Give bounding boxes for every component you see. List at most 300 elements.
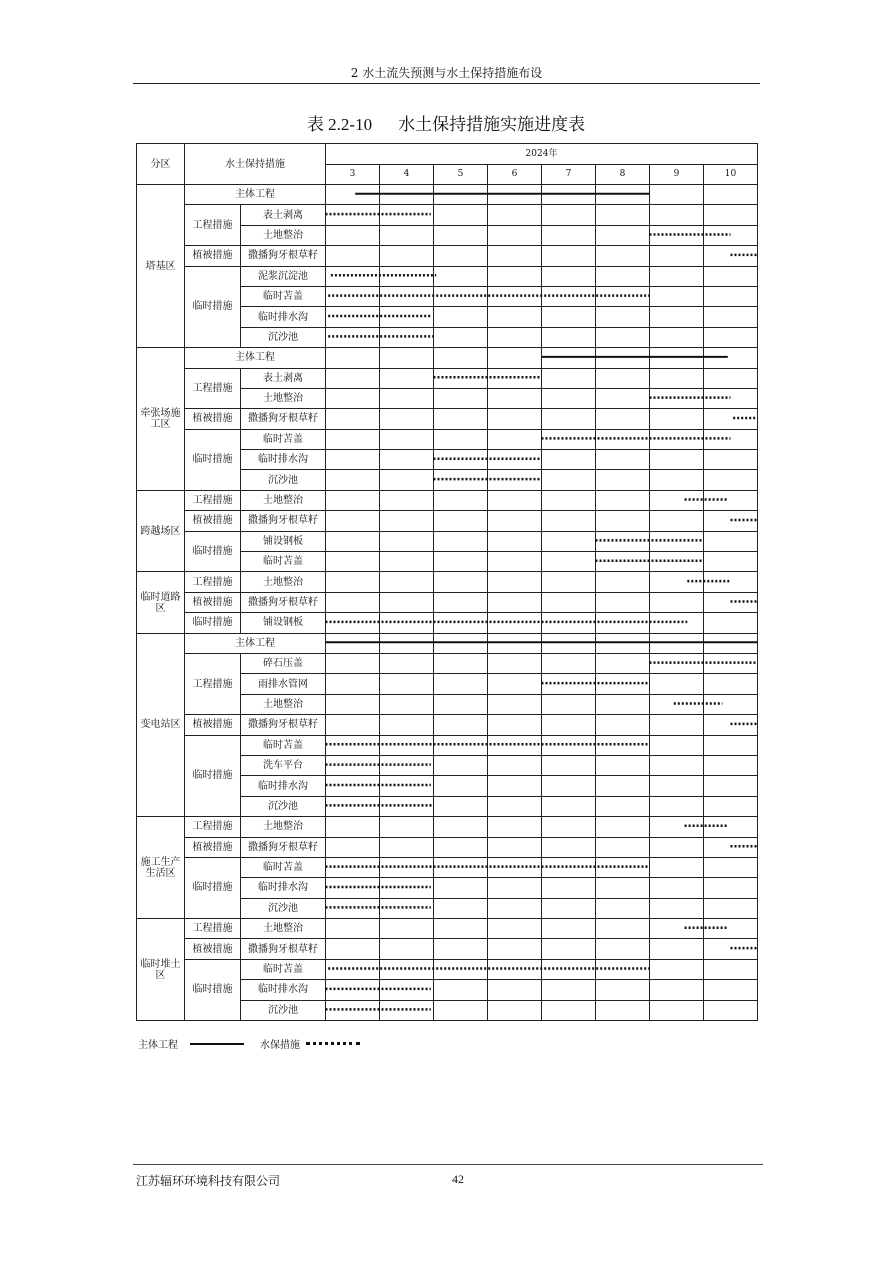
- measure-cell: 沉沙池: [241, 898, 326, 918]
- month-cell: [704, 837, 758, 857]
- month-cell: [434, 225, 488, 245]
- month-cell: [434, 552, 488, 572]
- month-cell: [704, 796, 758, 816]
- month-cell: [704, 653, 758, 673]
- month-cell: [596, 225, 650, 245]
- month-cell: [650, 613, 704, 633]
- table-row: [137, 429, 758, 449]
- month-cell: [542, 246, 596, 266]
- month-cell: [326, 939, 380, 959]
- month-cell: [542, 572, 596, 592]
- month-cell: [326, 552, 380, 572]
- month-cell: [650, 837, 704, 857]
- measure-cell: 土地整治: [241, 817, 326, 837]
- month-cell: [596, 613, 650, 633]
- measure-cell: 沉沙池: [241, 796, 326, 816]
- month-cell: [542, 857, 596, 877]
- month-cell: [542, 939, 596, 959]
- measure-cell: 土地整治: [241, 572, 326, 592]
- month-cell: [434, 470, 488, 490]
- page-number: 42: [452, 1172, 464, 1186]
- month-cell: [542, 980, 596, 1000]
- category-cell: 临时措施: [185, 266, 241, 348]
- month-cell: [434, 959, 488, 979]
- month-cell: [596, 490, 650, 510]
- month-cell: [542, 1000, 596, 1020]
- month-cell: [380, 776, 434, 796]
- month-cell: [596, 817, 650, 837]
- category-cell: 工程措施: [185, 653, 241, 714]
- measure-cell: 沉沙池: [241, 470, 326, 490]
- month-cell: [488, 980, 542, 1000]
- table-row: [137, 409, 758, 429]
- month-cell: [434, 572, 488, 592]
- month-cell: [488, 286, 542, 306]
- month-cell: [542, 307, 596, 327]
- month-cell: [596, 837, 650, 857]
- month-cell: [704, 857, 758, 877]
- month-cell: [326, 490, 380, 510]
- month-cell: [380, 225, 434, 245]
- month-cell: [380, 735, 434, 755]
- month-cell: [488, 348, 542, 368]
- month-cell: [326, 959, 380, 979]
- month-cell: [488, 307, 542, 327]
- month-cell: [380, 552, 434, 572]
- month-cell: [434, 796, 488, 816]
- month-cell: [488, 796, 542, 816]
- measure-cell: 撒播狗牙根草籽: [241, 592, 326, 612]
- measure-cell: 临时苫盖: [241, 429, 326, 449]
- category-cell: 工程措施: [185, 817, 241, 837]
- month-cell: [596, 694, 650, 714]
- measure-cell: 雨排水管网: [241, 674, 326, 694]
- month-cell: [488, 409, 542, 429]
- month-cell: [434, 348, 488, 368]
- month-cell: [704, 307, 758, 327]
- month-cell: [650, 939, 704, 959]
- month-cell: [380, 266, 434, 286]
- month-cell: [380, 653, 434, 673]
- month-cell: [326, 531, 380, 551]
- month-cell: [650, 266, 704, 286]
- year-header: 2024年: [326, 144, 758, 165]
- month-cell: [596, 470, 650, 490]
- measure-cell: 临时苫盖: [241, 552, 326, 572]
- month-cell: [434, 980, 488, 1000]
- table-row: [137, 531, 758, 551]
- measure-cell: 撒播狗牙根草籽: [241, 939, 326, 959]
- month-cell: [542, 694, 596, 714]
- month-cell: [488, 490, 542, 510]
- month-cell: [650, 246, 704, 266]
- month-cell: [704, 919, 758, 939]
- month-cell: [326, 348, 380, 368]
- month-cell: [542, 409, 596, 429]
- measure-cell: 沉沙池: [241, 1000, 326, 1020]
- table-row: [137, 959, 758, 979]
- month-cell: [326, 307, 380, 327]
- month-cell: [434, 307, 488, 327]
- month-cell: [542, 470, 596, 490]
- month-cell: [704, 776, 758, 796]
- month-header: 5: [434, 165, 488, 185]
- month-cell: [380, 1000, 434, 1020]
- month-cell: [704, 878, 758, 898]
- month-cell: [380, 919, 434, 939]
- measure-cell: 主体工程: [185, 633, 326, 653]
- month-cell: [542, 266, 596, 286]
- month-cell: [650, 205, 704, 225]
- measure-cell: 土地整治: [241, 388, 326, 408]
- table-row: [137, 715, 758, 735]
- month-cell: [434, 694, 488, 714]
- month-cell: [704, 205, 758, 225]
- month-cell: [650, 327, 704, 347]
- month-cell: [704, 633, 758, 653]
- month-cell: [380, 572, 434, 592]
- month-cell: [326, 286, 380, 306]
- month-cell: [488, 694, 542, 714]
- zone-cell: 变电站区: [137, 633, 185, 817]
- month-header: 9: [650, 165, 704, 185]
- month-cell: [650, 225, 704, 245]
- month-cell: [326, 735, 380, 755]
- category-cell: 植被措施: [185, 511, 241, 531]
- measure-cell: 临时排水沟: [241, 980, 326, 1000]
- month-cell: [596, 735, 650, 755]
- month-cell: [488, 817, 542, 837]
- measure-cell: 沉沙池: [241, 327, 326, 347]
- month-cell: [326, 409, 380, 429]
- month-cell: [434, 286, 488, 306]
- month-cell: [434, 388, 488, 408]
- table-row: [137, 817, 758, 837]
- zone-cell: 塔基区: [137, 185, 185, 348]
- header-rule: [133, 83, 760, 84]
- month-cell: [704, 266, 758, 286]
- month-cell: [542, 613, 596, 633]
- month-cell: [542, 633, 596, 653]
- month-cell: [434, 653, 488, 673]
- month-cell: [326, 919, 380, 939]
- month-cell: [434, 1000, 488, 1020]
- month-cell: [326, 246, 380, 266]
- month-cell: [596, 409, 650, 429]
- month-cell: [434, 735, 488, 755]
- month-cell: [434, 450, 488, 470]
- month-cell: [596, 286, 650, 306]
- month-cell: [542, 531, 596, 551]
- month-cell: [542, 552, 596, 572]
- measure-cell: 土地整治: [241, 225, 326, 245]
- measure-cell: 临时排水沟: [241, 450, 326, 470]
- month-cell: [542, 919, 596, 939]
- month-cell: [326, 755, 380, 775]
- measure-cell: 临时排水沟: [241, 878, 326, 898]
- legend-solid-line: [190, 1043, 244, 1045]
- month-header: 8: [596, 165, 650, 185]
- month-cell: [380, 531, 434, 551]
- month-cell: [434, 633, 488, 653]
- category-cell: 植被措施: [185, 592, 241, 612]
- month-cell: [542, 898, 596, 918]
- month-cell: [596, 368, 650, 388]
- month-header: 10: [704, 165, 758, 185]
- measure-cell: 铺设钢板: [241, 531, 326, 551]
- measure-cell: 临时苫盖: [241, 286, 326, 306]
- month-cell: [704, 286, 758, 306]
- month-cell: [596, 715, 650, 735]
- month-cell: [380, 878, 434, 898]
- month-cell: [650, 694, 704, 714]
- zone-cell: 牵张场施工区: [137, 348, 185, 491]
- month-cell: [542, 776, 596, 796]
- month-cell: [704, 246, 758, 266]
- month-cell: [380, 715, 434, 735]
- month-cell: [380, 592, 434, 612]
- month-cell: [596, 327, 650, 347]
- month-cell: [650, 898, 704, 918]
- month-cell: [704, 898, 758, 918]
- month-cell: [488, 266, 542, 286]
- month-cell: [380, 755, 434, 775]
- month-cell: [434, 409, 488, 429]
- month-cell: [704, 613, 758, 633]
- month-cell: [704, 694, 758, 714]
- month-cell: [650, 490, 704, 510]
- month-cell: [326, 857, 380, 877]
- table-row: [137, 205, 758, 225]
- measure-cell: 表土剥离: [241, 205, 326, 225]
- month-cell: [596, 939, 650, 959]
- month-cell: [596, 878, 650, 898]
- legend: [138, 1036, 360, 1051]
- month-cell: [650, 368, 704, 388]
- month-cell: [542, 348, 596, 368]
- month-cell: [704, 572, 758, 592]
- table-row: [137, 633, 758, 653]
- month-cell: [650, 776, 704, 796]
- table-row: [137, 857, 758, 877]
- month-cell: [380, 368, 434, 388]
- measure-cell: 铺设钢板: [241, 613, 326, 633]
- month-cell: [542, 327, 596, 347]
- measure-cell: 临时苫盖: [241, 959, 326, 979]
- month-cell: [596, 266, 650, 286]
- month-cell: [704, 409, 758, 429]
- month-cell: [542, 653, 596, 673]
- month-cell: [542, 837, 596, 857]
- month-cell: [704, 552, 758, 572]
- month-cell: [380, 327, 434, 347]
- month-cell: [434, 817, 488, 837]
- month-cell: [596, 755, 650, 775]
- month-cell: [380, 694, 434, 714]
- month-cell: [380, 674, 434, 694]
- schedule-table: [136, 143, 758, 1021]
- month-cell: [542, 205, 596, 225]
- month-cell: [596, 429, 650, 449]
- month-cell: [650, 592, 704, 612]
- month-cell: [704, 490, 758, 510]
- month-cell: [650, 735, 704, 755]
- month-cell: [434, 613, 488, 633]
- month-cell: [704, 980, 758, 1000]
- month-cell: [488, 613, 542, 633]
- category-cell: 工程措施: [185, 490, 241, 510]
- table-row: [137, 653, 758, 673]
- month-cell: [650, 878, 704, 898]
- month-cell: [650, 572, 704, 592]
- running-header: 2 水土流失预测与水土保持措施布设: [350, 66, 543, 80]
- month-cell: [704, 450, 758, 470]
- month-cell: [650, 348, 704, 368]
- legend-dot-label: 水保措施: [260, 1040, 300, 1051]
- footer-company: 江苏辐环环境科技有限公司: [136, 1174, 281, 1188]
- month-cell: [650, 450, 704, 470]
- month-cell: [704, 388, 758, 408]
- measure-cell: 泥浆沉淀池: [241, 266, 326, 286]
- month-cell: [542, 225, 596, 245]
- category-cell: 临时措施: [185, 613, 241, 633]
- month-cell: [326, 613, 380, 633]
- month-cell: [650, 633, 704, 653]
- measure-cell: 撒播狗牙根草籽: [241, 409, 326, 429]
- month-cell: [326, 817, 380, 837]
- month-cell: [326, 266, 380, 286]
- month-cell: [488, 470, 542, 490]
- month-cell: [542, 429, 596, 449]
- month-cell: [434, 511, 488, 531]
- category-cell: 植被措施: [185, 837, 241, 857]
- month-cell: [434, 837, 488, 857]
- month-cell: [596, 450, 650, 470]
- footer-rule: [133, 1164, 763, 1165]
- category-cell: 临时措施: [185, 531, 241, 572]
- measure-cell: 临时苫盖: [241, 735, 326, 755]
- zone-cell: 施工生产生活区: [137, 817, 185, 919]
- month-cell: [542, 450, 596, 470]
- month-cell: [704, 348, 758, 368]
- month-cell: [650, 980, 704, 1000]
- category-cell: 工程措施: [185, 572, 241, 592]
- month-cell: [434, 857, 488, 877]
- month-cell: [596, 592, 650, 612]
- month-cell: [704, 327, 758, 347]
- month-cell: [542, 368, 596, 388]
- month-cell: [488, 185, 542, 205]
- table-row: [137, 939, 758, 959]
- month-cell: [380, 409, 434, 429]
- month-cell: [380, 307, 434, 327]
- month-cell: [704, 1000, 758, 1020]
- month-cell: [326, 450, 380, 470]
- table-row: [137, 266, 758, 286]
- month-cell: [326, 205, 380, 225]
- table-caption: [0, 110, 892, 135]
- month-cell: [650, 857, 704, 877]
- month-cell: [326, 715, 380, 735]
- month-cell: [434, 429, 488, 449]
- month-cell: [650, 511, 704, 531]
- month-cell: [650, 817, 704, 837]
- month-cell: [326, 388, 380, 408]
- month-cell: [488, 246, 542, 266]
- table-row: [137, 185, 758, 205]
- month-cell: [488, 755, 542, 775]
- month-cell: [488, 531, 542, 551]
- month-cell: [434, 490, 488, 510]
- month-cell: [488, 388, 542, 408]
- month-cell: [434, 674, 488, 694]
- category-cell: 植被措施: [185, 409, 241, 429]
- month-cell: [488, 715, 542, 735]
- month-cell: [326, 980, 380, 1000]
- measure-cell: 洗车平台: [241, 755, 326, 775]
- category-cell: 植被措施: [185, 715, 241, 735]
- zone-cell: 临时道路区: [137, 572, 185, 633]
- month-cell: [380, 286, 434, 306]
- month-cell: [380, 898, 434, 918]
- month-cell: [650, 409, 704, 429]
- month-cell: [650, 531, 704, 551]
- month-cell: [704, 755, 758, 775]
- month-cell: [326, 225, 380, 245]
- measure-cell: 撒播狗牙根草籽: [241, 246, 326, 266]
- category-cell: 植被措施: [185, 246, 241, 266]
- month-cell: [488, 572, 542, 592]
- month-cell: [596, 185, 650, 205]
- month-cell: [326, 776, 380, 796]
- table-row: [137, 490, 758, 510]
- month-cell: [380, 633, 434, 653]
- month-cell: [650, 185, 704, 205]
- month-cell: [488, 857, 542, 877]
- month-cell: [596, 307, 650, 327]
- month-cell: [326, 429, 380, 449]
- month-cell: [488, 959, 542, 979]
- month-cell: [488, 898, 542, 918]
- month-cell: [542, 511, 596, 531]
- measure-cell: 碎石压盖: [241, 653, 326, 673]
- legend-dotted-line: [306, 1042, 360, 1045]
- month-cell: [542, 185, 596, 205]
- month-cell: [650, 470, 704, 490]
- month-cell: [542, 817, 596, 837]
- month-cell: [542, 735, 596, 755]
- month-cell: [704, 531, 758, 551]
- table-row: [137, 246, 758, 266]
- month-cell: [650, 286, 704, 306]
- month-cell: [434, 185, 488, 205]
- month-header: 4: [380, 165, 434, 185]
- month-cell: [488, 225, 542, 245]
- month-cell: [650, 307, 704, 327]
- zone-header: 分区: [137, 144, 185, 185]
- table-row: [137, 735, 758, 755]
- month-cell: [488, 552, 542, 572]
- month-cell: [704, 429, 758, 449]
- month-cell: [380, 857, 434, 877]
- month-cell: [434, 246, 488, 266]
- month-cell: [326, 368, 380, 388]
- month-cell: [488, 511, 542, 531]
- category-cell: 植被措施: [185, 939, 241, 959]
- zone-cell: 临时堆土区: [137, 919, 185, 1021]
- month-cell: [434, 531, 488, 551]
- month-cell: [596, 205, 650, 225]
